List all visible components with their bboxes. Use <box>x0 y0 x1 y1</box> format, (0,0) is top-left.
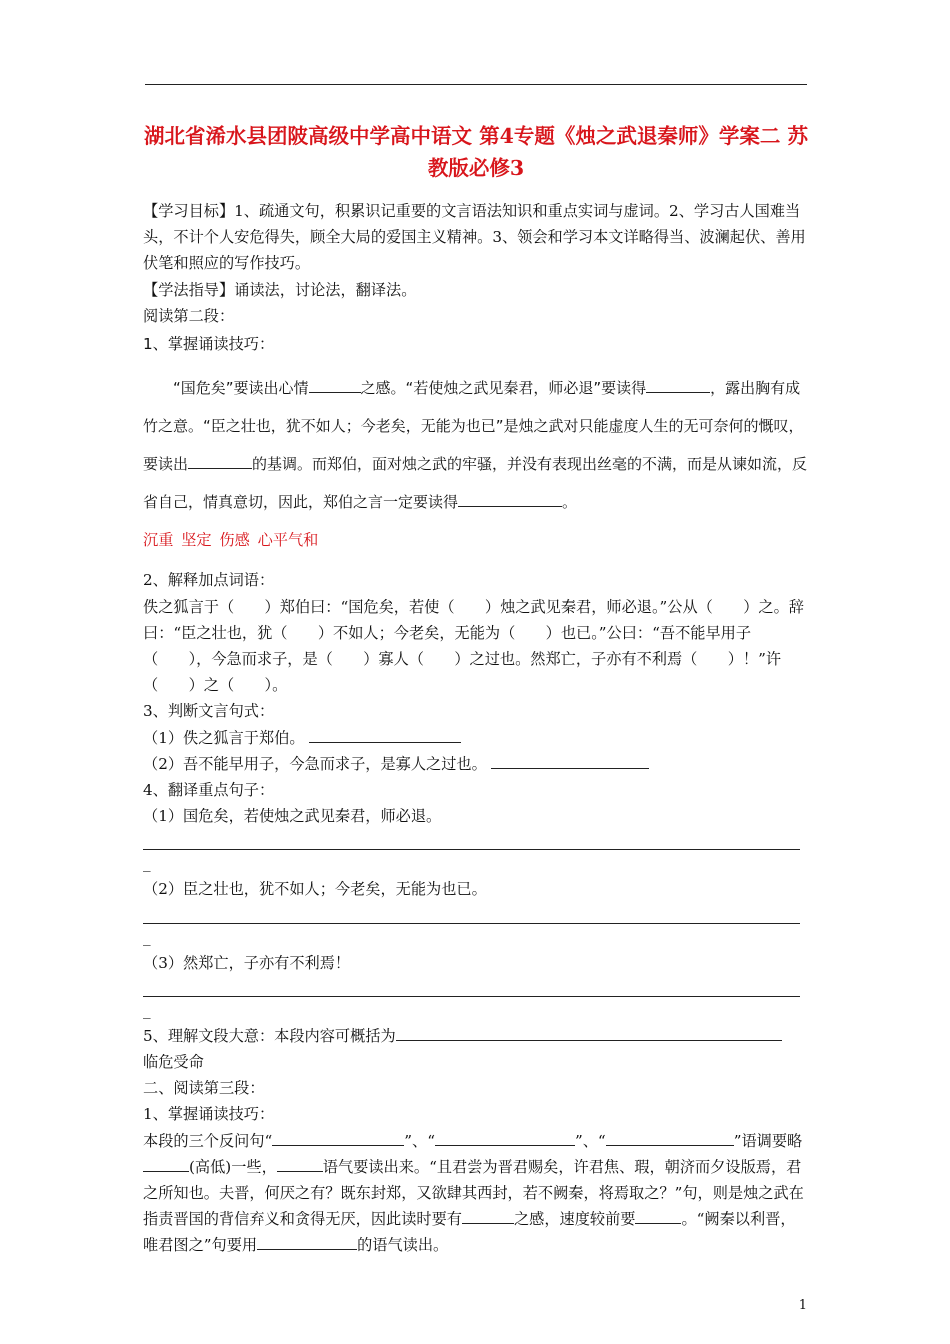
p2-quote-sep-2: ”、“ <box>574 1131 606 1150</box>
p2-blank-manner[interactable] <box>257 1232 357 1250</box>
p2-blank-q1[interactable] <box>272 1128 404 1146</box>
p2-blank-q2[interactable] <box>435 1128 575 1146</box>
dash-1: _ <box>143 854 151 873</box>
s3-blank-1[interactable] <box>309 725 461 743</box>
translation-line-1[interactable] <box>143 829 800 850</box>
s5-text: 5、理解文段大意：本段内容可概括为 <box>143 1026 396 1045</box>
p2-text-7: 的语气读出。 <box>357 1236 449 1255</box>
dash-2: _ <box>143 927 151 946</box>
s5-answer: 临危受命 <box>143 1053 204 1072</box>
s2-text: 佚之狐言于（ ）郑伯曰：“国危矣，若使（ ）烛之武见秦君，师必退。”公从（ ）之。辞曰：“臣之壮也，犹（ ）不如人；今老矣，无能为（ ）也已。”公曰：“吾不能早用子（ ），今急而求子，是（ ）寡人（ ）之过也。然郑亡，子亦有不利焉（ ）！”许（ ）之（ ）。 <box>143 597 804 695</box>
s4-item-2: （2）臣之壮也，犹不如人；今老矣，无能为也已。 <box>143 880 487 899</box>
page-title: 湖北省浠水县团陂高级中学高中语文 第4专题《烛之武退秦师》学案二 苏教版必修3 <box>143 124 809 180</box>
blank-tone-3[interactable] <box>458 489 562 507</box>
s3-item-2 <box>143 751 808 777</box>
s4-heading: 4、翻译重点句子： <box>143 781 275 800</box>
p2-blank-tone[interactable] <box>277 1154 323 1172</box>
s1-text-c: ， <box>710 379 726 398</box>
s1-paragraph <box>143 369 808 521</box>
s3-blank-2[interactable] <box>491 751 649 769</box>
s1-text-a: “国危矣”要读出心情 <box>173 379 309 398</box>
blank-tone-2[interactable] <box>188 451 252 469</box>
read-section-2: 阅读第二段： <box>143 306 235 325</box>
s3-item-1 <box>143 725 808 751</box>
s1-text-f: 。 <box>562 493 578 512</box>
translation-line-3[interactable] <box>143 976 800 997</box>
s5-blank[interactable] <box>396 1023 782 1041</box>
s2-heading: 2、解释加点词语： <box>143 571 275 590</box>
goals-text: 1、疏通文句，积累识记重要的文言语法知识和重点实词与虚词。2、学习古人国难当头，不计个人安危得失，顾全大局的爱国主义精神。3、领会和学习本文详略得当、波澜起伏、善用伏笔和照应的写作技巧。 <box>143 202 806 273</box>
p2-blank-feeling[interactable] <box>462 1206 514 1224</box>
s1-text-b: 之感。“若使烛之武见秦君，师必退”要读得 <box>360 379 647 398</box>
s4-item-3: （3）然郑亡，子亦有不利焉！ <box>143 953 351 972</box>
translation-line-2[interactable] <box>143 903 800 924</box>
learning-goals <box>143 198 808 277</box>
p2-text-5: 之感，速度较前要 <box>513 1210 636 1229</box>
p2-blank-pitch[interactable] <box>143 1154 189 1172</box>
part2-sub1: 1、掌握诵读技巧： <box>143 1105 275 1124</box>
goals-label: 【学习目标】 <box>143 202 235 220</box>
s1-heading: 1、掌握诵读技巧： <box>143 335 275 354</box>
s5-line <box>143 1023 808 1049</box>
s1-answers: 沉重 坚定 伤感 心平气和 <box>143 531 319 550</box>
page-number: 1 <box>798 1298 807 1313</box>
p2-quote-sep-1: ”、“ <box>404 1131 435 1150</box>
method-guide: 【学法指导】诵读法，讨论法，翻译法。 <box>143 280 417 299</box>
s3-heading: 3、判断文言句式： <box>143 702 275 721</box>
part2-paragraph <box>143 1128 808 1259</box>
p2-text-4: 语气要读出来。“且君尝为晋君赐矣，许君焦、瑕，朝济而夕设版焉，君之所知也。夫晋，何厌之有？既东封郑，又欲肆其西封，若不阙秦，将焉取之？”句，则是烛之武在指责晋国的背信弃义和贪得无厌，因此读时要有 <box>143 1157 804 1229</box>
dash-3: _ <box>143 1000 151 1019</box>
s3-item-2-text: （2）吾不能早用子，今急而求子，是寡人之过也。 <box>143 754 487 773</box>
s1-text-e: 的基调。而郑伯，面对烛之武的牢骚，并没有表现出丝毫的不满，而是从谏如流，反省自己，情真意切，因此，郑伯之言一定要读得 <box>143 455 808 512</box>
header-rule <box>145 84 807 85</box>
p2-text-3: (高低)一些， <box>189 1157 277 1176</box>
document-body <box>143 198 808 1259</box>
p2-text-1: 本段的三个反问句“ <box>143 1131 273 1150</box>
p2-text-6: 。“阙秦以利晋，唯君图之”句要用 <box>143 1210 796 1255</box>
part2-heading: 二、阅读第三段： <box>143 1079 265 1098</box>
s4-item-1: （1）国危矣，若使烛之武见秦君，师必退。 <box>143 807 442 826</box>
s1-text-d: 露出胸有成竹之意。“臣之壮也，犹不如人；今老矣，无能为也已”是烛之武对只能虚度人生的无可奈何的慨叹，要读出 <box>143 379 804 474</box>
s3-item-1-text: （1）佚之狐言于郑伯。 <box>143 728 305 747</box>
p2-blank-speed[interactable] <box>635 1206 681 1224</box>
blank-tone-1[interactable] <box>646 375 710 393</box>
blank-mood[interactable] <box>309 375 361 393</box>
p2-blank-q3[interactable] <box>606 1128 734 1146</box>
p2-text-2: ”语调要略 <box>733 1131 803 1150</box>
